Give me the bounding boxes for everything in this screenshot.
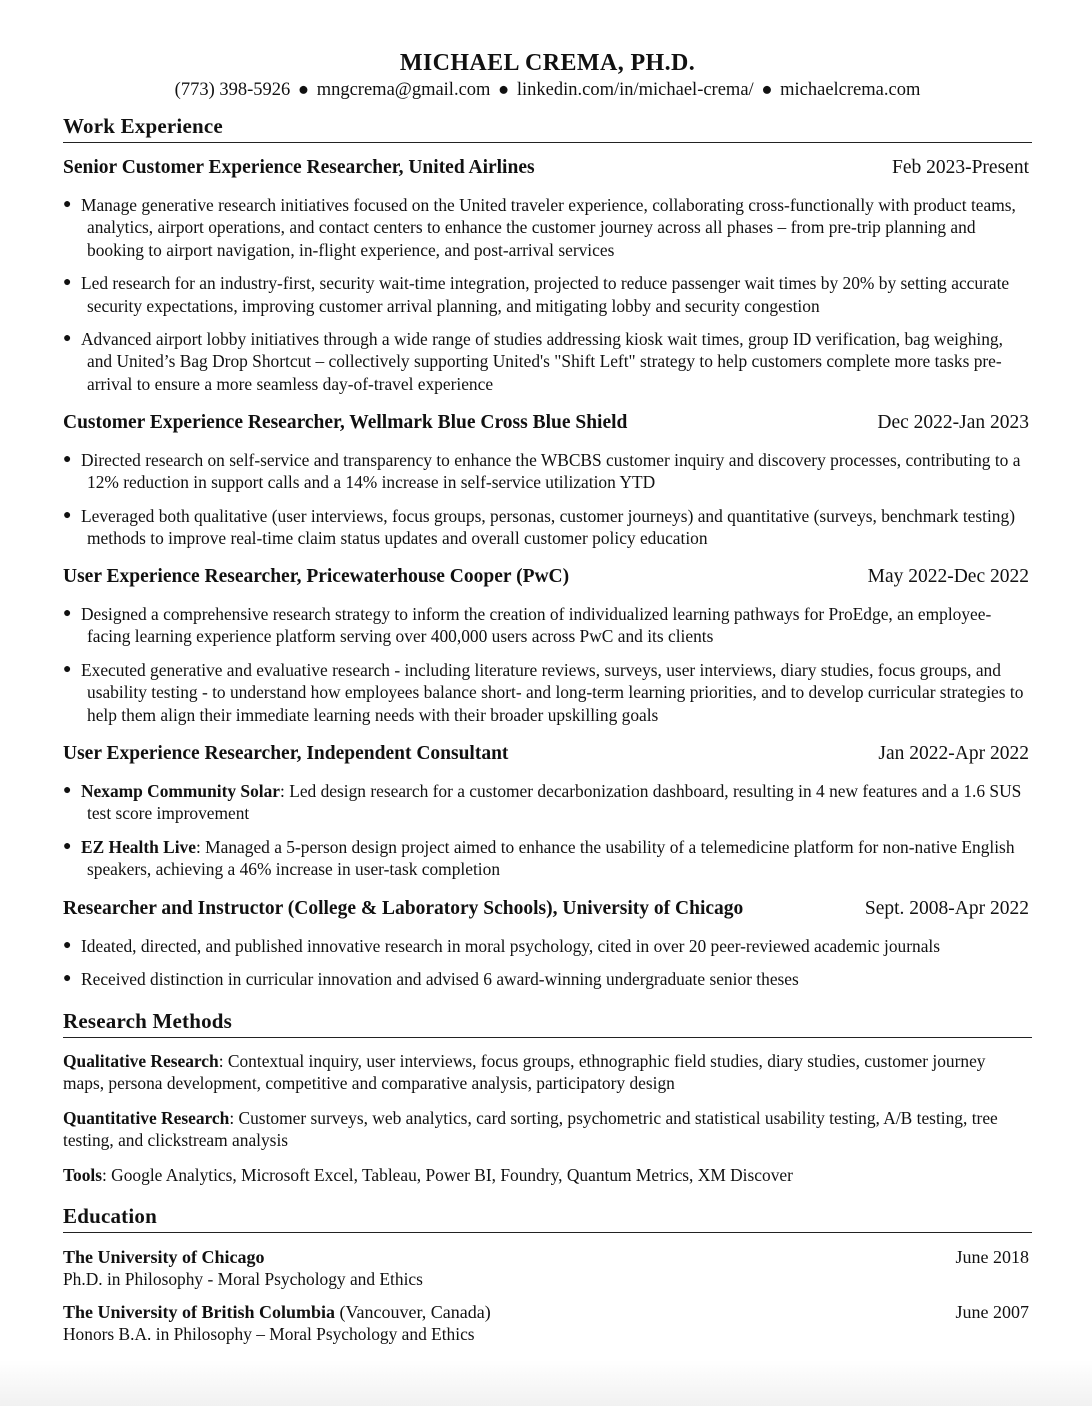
methods-item: Quantitative Research: Customer surveys, web analytics, card sorting, psychometric and statistical usability testing, A/B testing, tree testing, and clickstream analysis	[63, 1107, 998, 1151]
job-dates: May 2022-Dec 2022	[867, 566, 1029, 587]
education-header	[63, 1247, 1032, 1268]
bullet-icon: ●	[63, 783, 72, 798]
degree: Ph.D. in Philosophy - Moral Psychology and Ethics	[63, 1269, 423, 1289]
separator-dot: ●	[297, 80, 310, 100]
work-experience-section	[63, 114, 1032, 143]
degree: Honors B.A. in Philosophy – Moral Psychology and Ethics	[63, 1324, 475, 1344]
education-entry	[63, 1247, 1032, 1290]
section-heading: Research Methods	[63, 1009, 1032, 1038]
bullet-icon: ●	[63, 507, 72, 523]
school-location: (Vancouver, Canada)	[335, 1302, 491, 1322]
contact-line	[63, 80, 1032, 101]
job-bullets	[63, 603, 1032, 726]
separator-dot: ●	[761, 80, 773, 100]
bullet-icon: ●	[63, 275, 72, 291]
bullet-item: ● Designed a comprehensive research strategy to inform the creation of individualized learning pathways for ProEdge, an employee-facing learning experience platform serving over 400,000 users across PwC and its clients	[63, 604, 992, 647]
job-dates: Sept. 2008-Apr 2022	[864, 898, 1029, 919]
job-role: Researcher and Instructor (College & Laboratory Schools), University of Chicago	[63, 898, 744, 919]
school-name: The University of Chicago	[63, 1247, 265, 1267]
bullet-icon: ●	[63, 938, 72, 953]
phone: (773) 398-5926	[174, 80, 291, 100]
bullet-icon: ●	[63, 197, 72, 212]
education-section	[63, 1204, 1032, 1345]
bullet-item: ● Directed research on self-service and transparency to enhance the WBCBS customer inquiry and discovery processes, contributing to a 12% reduction in support calls and a 14% increase in self-service utilization YTD	[63, 450, 1021, 493]
education-entry	[63, 1302, 1032, 1345]
job-role: Customer Experience Researcher, Wellmark Blue Cross Blue Shield	[63, 412, 628, 433]
methods-item: Qualitative Research: Contextual inquiry, user interviews, focus groups, ethnographic field studies, diary studies, customer journey maps, persona development, competitive and comparative analysis, participatory design	[63, 1051, 986, 1094]
job-role: Senior Customer Experience Researcher, United Airlines	[63, 157, 535, 178]
section-heading: Work Experience	[63, 114, 1032, 143]
bullet-item: ● Led research for an industry-first, security wait-time integration, projected to reduce passenger wait times by 20% by setting accurate security expectations, improving customer arrival planning, and mitigating lobby and security congestion	[63, 273, 1010, 316]
bullet-item: ● Executed generative and evaluative research - including literature reviews, surveys, user interviews, diary studies, focus groups, and usability testing - to understand how employees balance short- and long-term learning priorities, and to develop curricular strategies to help them align their immediate learning needs with their broader upskilling goals	[63, 659, 1024, 725]
bullet-icon: ●	[63, 838, 72, 854]
job-united	[63, 157, 1032, 395]
bullet-icon: ●	[63, 606, 72, 621]
job-pwc	[63, 566, 1032, 726]
research-methods-section	[63, 1009, 1032, 1186]
education-header	[63, 1302, 1032, 1323]
graduation-date: June 2007	[955, 1302, 1029, 1322]
job-header	[63, 157, 1032, 183]
bullet-item: ● Advanced airport lobby initiatives through a wide range of studies addressing kiosk wait times, group ID verification, bag weighing, and United’s Bag Drop Shortcut – collectively supporting United's "Shift Left" strategy to help customers complete more tasks pre-arrival to ensure a more seamless day-of-travel experience	[63, 329, 1003, 394]
methods-item: Tools: Google Analytics, Microsoft Excel, Tableau, Power BI, Foundry, Quantum Metrics, XM Discover	[63, 1164, 793, 1185]
bullet-item: ● Received distinction in curricular innovation and advised 6 award-winning undergraduate senior theses	[63, 969, 799, 990]
job-dates: Dec 2022-Jan 2023	[877, 412, 1029, 433]
bullet-icon: ●	[63, 971, 72, 987]
job-independent	[63, 743, 1032, 881]
email-link[interactable]: mngcrema@gmail.com	[316, 80, 491, 100]
job-bullets	[63, 194, 1032, 395]
client-name: Nexamp Community Solar	[81, 781, 281, 801]
school-name: The University of British Columbia	[63, 1302, 336, 1322]
candidate-name: MICHAEL CREMA, PH.D.	[399, 50, 696, 76]
client-name: EZ Health Live	[81, 836, 196, 857]
website-link[interactable]: michaelcrema.com	[780, 80, 921, 100]
job-role: User Experience Researcher, Pricewaterhouse Cooper (PwC)	[63, 566, 570, 587]
job-dates: Jan 2022-Apr 2022	[878, 743, 1029, 764]
separator-dot: ●	[498, 80, 510, 100]
job-bullets	[63, 780, 1032, 881]
job-role: User Experience Researcher, Independent Consultant	[63, 743, 509, 764]
job-wellmark	[63, 412, 1032, 550]
bullet-item: ● Ideated, directed, and published innovative research in moral psychology, cited in over 20 peer-reviewed academic journals	[63, 936, 941, 956]
job-dates: Feb 2023-Present	[891, 157, 1029, 178]
job-bullets	[63, 449, 1032, 550]
bullet-icon: ●	[63, 661, 72, 677]
bullet-item: ● Leveraged both qualitative (user interviews, focus groups, personas, customer journeys) and quantitative (surveys, benchmark testing) methods to improve real-time claim status updates and overall customer policy education	[63, 505, 1015, 549]
job-header	[63, 898, 1032, 924]
bullet-item: ● EZ Health Live: Managed a 5-person design project aimed to enhance the usability of a telemedicine platform for non-native English speakers, achieving a 46% increase in user-task completion	[63, 836, 1015, 880]
bullet-item: ● Manage generative research initiatives focused on the United traveler experience, collaborating cross-functionally with product teams, analytics, airport operations, and contact centers to enhance the customer journey across all phases – from pre-trip planning and booking to airport navigation, in-flight experience, and post-arrival services	[63, 195, 1016, 260]
bullet-icon: ●	[63, 452, 72, 467]
job-bullets	[63, 935, 1032, 991]
job-header	[63, 743, 1032, 769]
job-header	[63, 412, 1032, 438]
linkedin-link[interactable]: linkedin.com/in/michael-crema/	[516, 80, 754, 100]
bullet-icon: ●	[63, 331, 72, 347]
section-heading: Education	[63, 1204, 1032, 1233]
bullet-item: ● Nexamp Community Solar: Led design research for a customer decarbonization dashboard, resulting in 4 new features and a 1.6 SUS test score improvement	[63, 781, 1022, 824]
job-header	[63, 566, 1032, 592]
job-uchicago	[63, 898, 1032, 991]
graduation-date: June 2018	[955, 1247, 1029, 1267]
